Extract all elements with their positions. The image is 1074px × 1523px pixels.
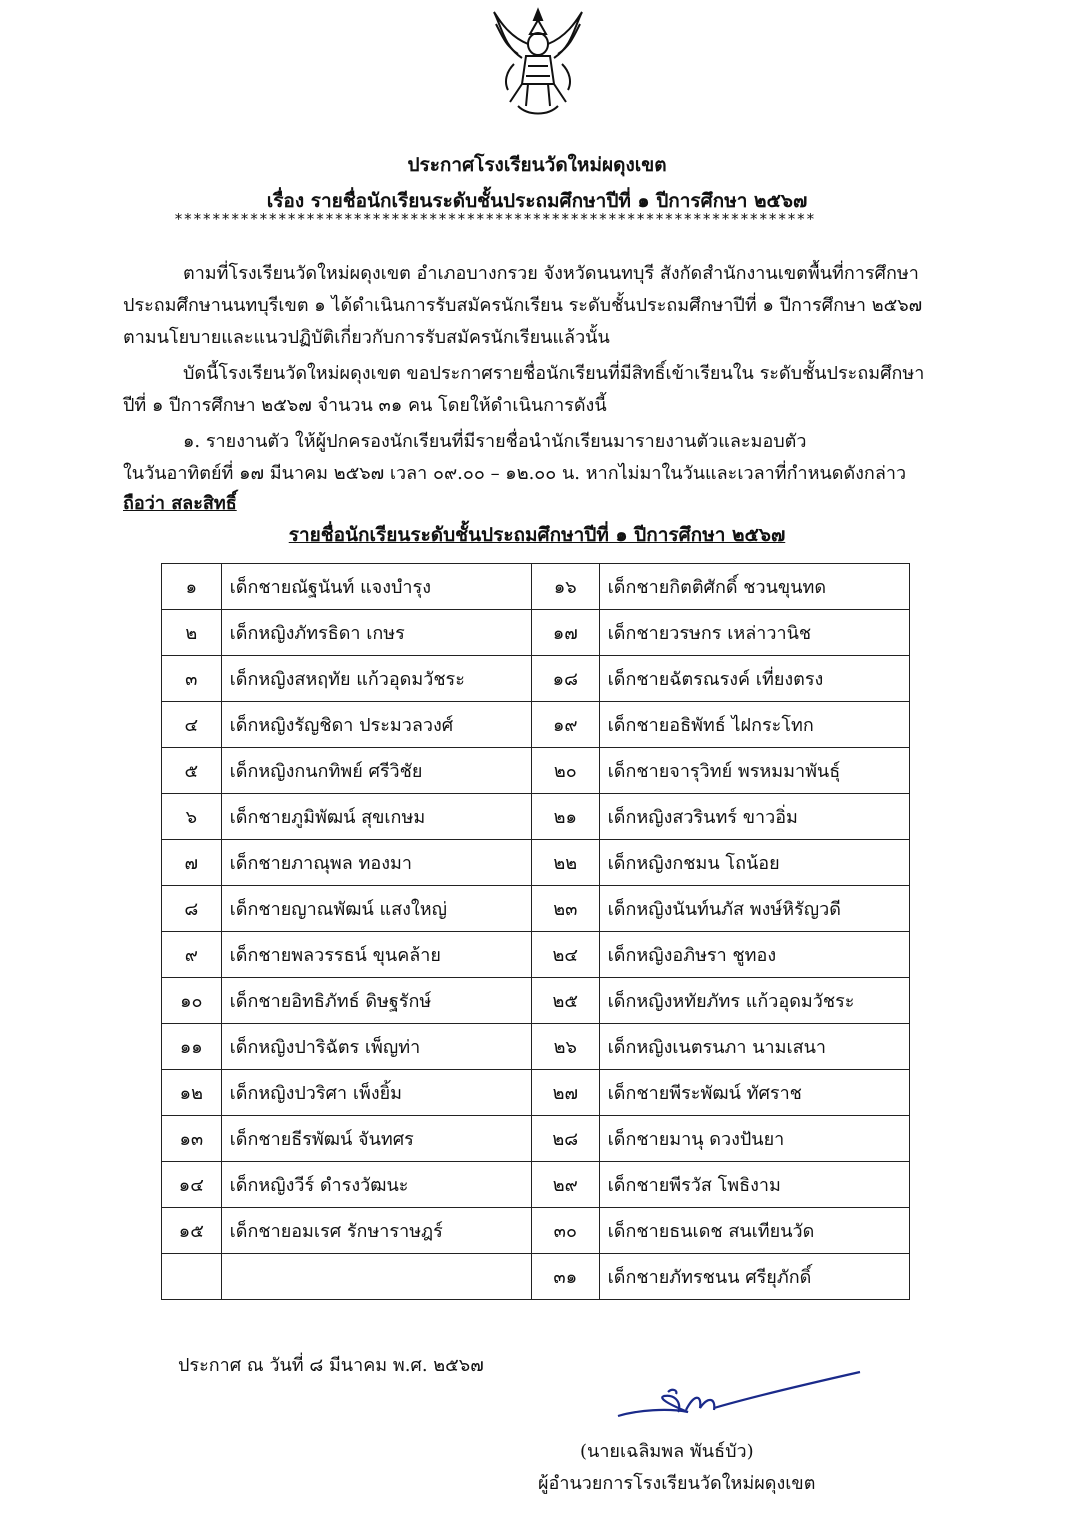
student-name: เด็กชายอิทธิภัทธ์ ดิษฐรักษ์ (221, 978, 531, 1024)
table-row (162, 1162, 910, 1208)
table-row (162, 702, 910, 748)
row-number: ๑๗ (531, 610, 599, 656)
row-number: ๑๖ (531, 564, 599, 610)
student-name: เด็กชายอธิพัทธ์ ไฝกระโทก (599, 702, 909, 748)
student-name: เด็กหญิงวีร์ ดำรงวัฒนะ (221, 1162, 531, 1208)
row-number: ๙ (162, 932, 222, 978)
table-row (162, 932, 910, 978)
student-name: เด็กชายมานุ ดวงปันยา (599, 1116, 909, 1162)
student-name: เด็กชายพีระพัฒน์ ทัศราช (599, 1070, 909, 1116)
table-row (162, 1024, 910, 1070)
student-name: เด็กชายธนเดช สนเทียนวัด (599, 1208, 909, 1254)
table-row (162, 978, 910, 1024)
student-name: เด็กหญิงปวริศา เพ็งยิ้ม (221, 1070, 531, 1116)
table-row (162, 840, 910, 886)
row-number: ๒๘ (531, 1116, 599, 1162)
row-number: ๑๒ (162, 1070, 222, 1116)
student-name: เด็กหญิงภัทรธิดา เกษร (221, 610, 531, 656)
paragraph-1-line-2: ประถมศึกษานนทบุรีเขต ๑ ได้ดำเนินการรับสมัครนักเรียน ระดับชั้นประถมศึกษาปีที่ ๑ ปีการศึกษา ๒๕๖๗ (123, 295, 923, 316)
table-row (162, 748, 910, 794)
row-number: ๒๗ (531, 1070, 599, 1116)
student-name: เด็กหญิงหทัยภัทร แก้วอุดมวัชระ (599, 978, 909, 1024)
student-name: เด็กชายจารุวิทย์ พรหมมาพันธุ์ (599, 748, 909, 794)
paragraph-3-line-1: ๑. รายงานตัว ให้ผู้ปกครองนักเรียนที่มีรายชื่อนำนักเรียนมารายงานตัวและมอบตัว (183, 431, 807, 452)
row-number: ๓๐ (531, 1208, 599, 1254)
student-name: เด็กชายพลวรรธน์ ขุนคล้าย (221, 932, 531, 978)
forfeit-notice: ถือว่า สละสิทธิ์ (123, 493, 237, 514)
student-name: เด็กหญิงสหฤทัย แก้วอุดมวัชระ (221, 656, 531, 702)
student-name: เด็กหญิงนันท์นภัส พงษ์หิรัญวดี (599, 886, 909, 932)
row-number: ๒๑ (531, 794, 599, 840)
paragraph-2-line-2: ปีที่ ๑ ปีการศึกษา ๒๕๖๗ จำนวน ๓๑ คน โดยให้ดำเนินการดังนี้ (123, 395, 607, 416)
row-number: ๔ (162, 702, 222, 748)
student-name: เด็กชายภัทรชนน ศรียุภักดิ์ (599, 1254, 909, 1300)
student-name: เด็กชายญาณพัฒน์ แสงใหญ่ (221, 886, 531, 932)
student-name: เด็กชายภูมิพัฒน์ สุขเกษม (221, 794, 531, 840)
student-name: เด็กชายฉัตรณรงค์ เที่ยงตรง (599, 656, 909, 702)
announcement-subject: เรื่อง รายชื่อนักเรียนระดับชั้นประถมศึกษาปีที่ ๑ ปีการศึกษา ๒๕๖๗ (266, 190, 808, 212)
row-number: ๑ (162, 564, 222, 610)
table-row (162, 1070, 910, 1116)
student-list-title: รายชื่อนักเรียนระดับชั้นประถมศึกษาปีที่ ๑ ปีการศึกษา ๒๕๖๗ (288, 524, 786, 546)
paragraph-1-line-3: ตามนโยบายและแนวปฏิบัติเกี่ยวกับการรับสมัครนักเรียนแล้วนั้น (123, 327, 610, 348)
student-roster-table (161, 563, 910, 1300)
signer-position: ผู้อำนวยการโรงเรียนวัดใหม่ผดุงเขต (538, 1473, 816, 1494)
row-number: ๒๓ (531, 886, 599, 932)
student-name: เด็กหญิงปาริฉัตร เพ็ญท่า (221, 1024, 531, 1070)
paragraph-2-line-1: บัดนี้โรงเรียนวัดใหม่ผดุงเขต ขอประกาศรายชื่อนักเรียนที่มีสิทธิ์เข้าเรียนใน ระดับชั้นประถมศึกษา (183, 363, 925, 384)
row-number: ๑๔ (162, 1162, 222, 1208)
row-number: ๒๕ (531, 978, 599, 1024)
announcement-title: ประกาศโรงเรียนวัดใหม่ผดุงเขต (407, 154, 667, 176)
table-row (162, 656, 910, 702)
student-name: เด็กหญิงรัญชิดา ประมวลวงศ์ (221, 702, 531, 748)
row-number: ๑๑ (162, 1024, 222, 1070)
row-number: ๒๙ (531, 1162, 599, 1208)
row-number: ๒ (162, 610, 222, 656)
table-row (162, 610, 910, 656)
student-name: เด็กชายพีรวัส โพธิงาม (599, 1162, 909, 1208)
student-name (221, 1254, 531, 1300)
paragraph-3-line-2: ในวันอาทิตย์ที่ ๑๗ มีนาคม ๒๕๖๗ เวลา ๐๙.๐๐ – ๑๒.๐๐ น. หากไม่มาในวันและเวลาที่กำหนดดังกล่าว (123, 463, 907, 484)
student-name: เด็กหญิงสวรินทร์ ขาวอิ่ม (599, 794, 909, 840)
student-name: เด็กชายภาณุพล ทองมา (221, 840, 531, 886)
student-name: เด็กหญิงกชมน โถน้อย (599, 840, 909, 886)
row-number: ๓ (162, 656, 222, 702)
student-name: เด็กหญิงเนตรนภา นามเสนา (599, 1024, 909, 1070)
student-name: เด็กหญิงอภิษรา ชูทอง (599, 932, 909, 978)
row-number: ๑๙ (531, 702, 599, 748)
row-number: ๑๘ (531, 656, 599, 702)
row-number: ๓๑ (531, 1254, 599, 1300)
row-number: ๒๒ (531, 840, 599, 886)
row-number: ๑๓ (162, 1116, 222, 1162)
student-name: เด็กชายอมเรศ รักษาราษฎร์ (221, 1208, 531, 1254)
row-number: ๒๔ (531, 932, 599, 978)
student-name: เด็กชายกิตติศักดิ์ ชวนขุนทด (599, 564, 909, 610)
student-roster-body (162, 564, 910, 1300)
table-row (162, 1254, 910, 1300)
garuda-emblem (488, 6, 588, 124)
student-name: เด็กชายธีรพัฒน์ จันทศร (221, 1116, 531, 1162)
student-name: เด็กชายณัฐนันท์ แจงบำรุง (221, 564, 531, 610)
separator-stars: ******************************************************************** (174, 210, 816, 228)
row-number (162, 1254, 222, 1300)
student-name: เด็กหญิงกนกทิพย์ ศรีวิชัย (221, 748, 531, 794)
student-name: เด็กชายวรษกร เหล่าวานิช (599, 610, 909, 656)
row-number: ๒๐ (531, 748, 599, 794)
table-row (162, 886, 910, 932)
table-row (162, 1208, 910, 1254)
table-row (162, 1116, 910, 1162)
row-number: ๘ (162, 886, 222, 932)
signer-name: (นายเฉลิมพล พันธ์บัว) (580, 1441, 754, 1462)
announcement-date: ประกาศ ณ วันที่ ๘ มีนาคม พ.ศ. ๒๕๖๗ (178, 1355, 484, 1376)
row-number: ๗ (162, 840, 222, 886)
row-number: ๒๖ (531, 1024, 599, 1070)
row-number: ๑๐ (162, 978, 222, 1024)
table-row (162, 794, 910, 840)
paragraph-1-line-1: ตามที่โรงเรียนวัดใหม่ผดุงเขต อำเภอบางกรวย จังหวัดนนทบุรี สังกัดสำนักงานเขตพื้นที่การศึกษา (183, 263, 919, 284)
signature (598, 1368, 868, 1428)
table-row (162, 564, 910, 610)
row-number: ๕ (162, 748, 222, 794)
row-number: ๖ (162, 794, 222, 840)
row-number: ๑๕ (162, 1208, 222, 1254)
